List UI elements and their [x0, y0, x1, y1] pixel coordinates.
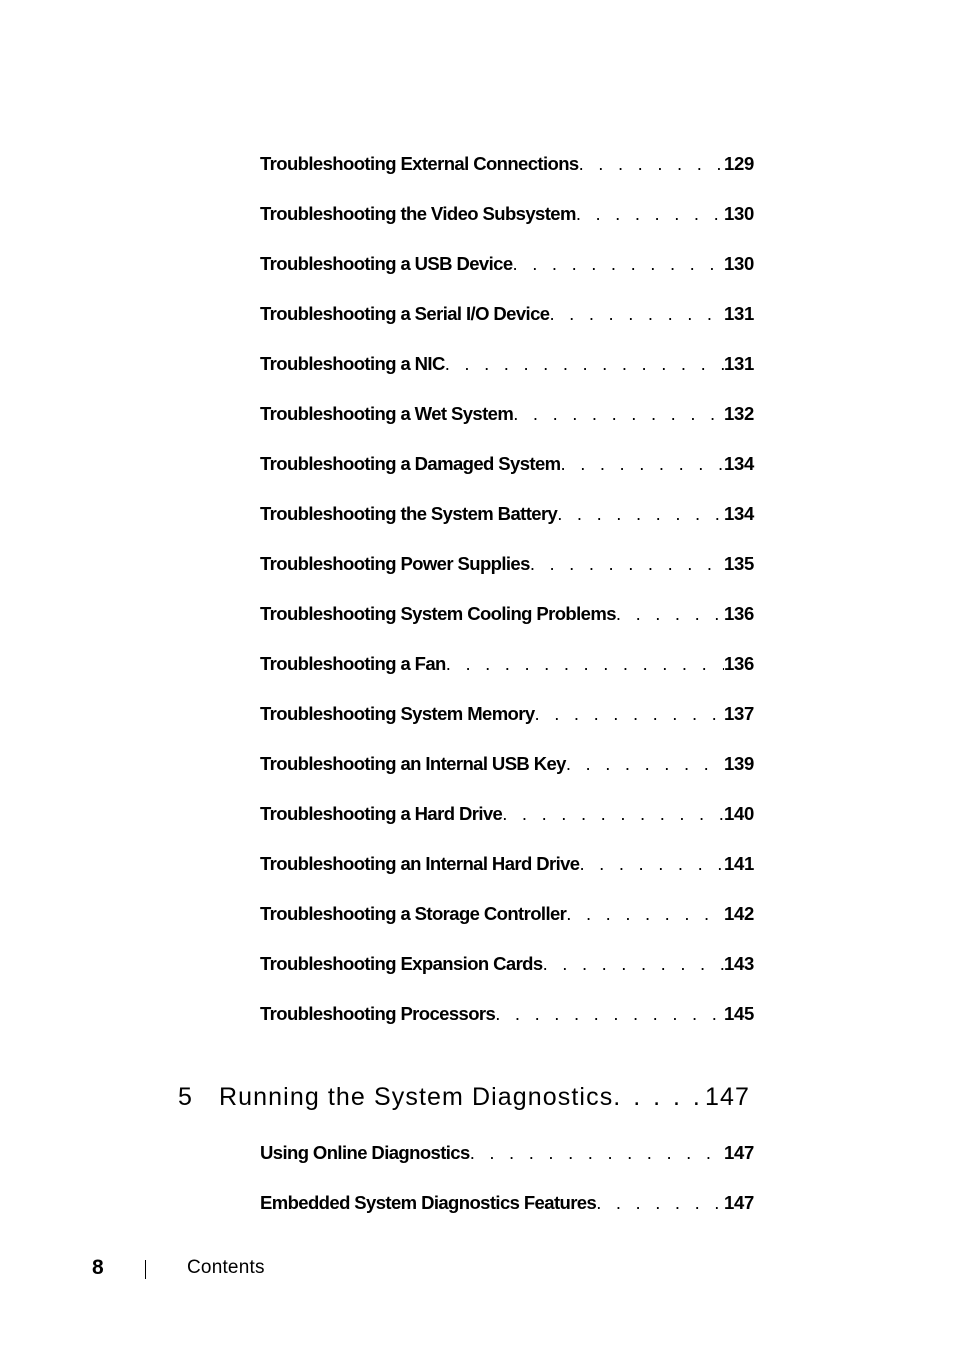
toc-entry[interactable] [260, 903, 752, 929]
toc-entry-page: 136 [724, 603, 754, 624]
toc-entry-page: 130 [724, 203, 754, 224]
chapter-number: 5 [178, 1083, 194, 1111]
toc-entry-page: 143 [724, 953, 754, 974]
toc-entry-page: 141 [724, 853, 754, 874]
toc-entry-page: 147 [724, 1192, 754, 1213]
toc-entry[interactable] [260, 553, 752, 579]
toc-entry-title: Troubleshooting a Fan [260, 653, 446, 674]
toc-entry-page: 132 [724, 403, 754, 424]
dot-leader [445, 353, 724, 375]
chapter-entry[interactable] [178, 1083, 750, 1117]
toc-entry[interactable] [260, 353, 752, 379]
toc-entry-title: Using Online Diagnostics [260, 1142, 470, 1163]
toc-entry[interactable] [260, 1003, 752, 1029]
toc-entry-title: Troubleshooting a Damaged System [260, 453, 561, 474]
toc-entry-title: Troubleshooting Expansion Cards [260, 953, 543, 974]
dot-leader [530, 553, 724, 575]
dot-leader [535, 703, 724, 725]
dot-leader [579, 153, 724, 175]
toc-entry-page: 131 [724, 303, 754, 324]
toc-entry[interactable] [260, 803, 752, 829]
dot-leader [561, 453, 724, 475]
dot-leader [580, 853, 725, 875]
toc-entry-page: 131 [724, 353, 754, 374]
toc-entry[interactable] [260, 453, 752, 479]
dot-leader [566, 753, 724, 775]
toc-entry[interactable] [260, 253, 752, 279]
dot-leader [549, 303, 724, 325]
toc-entry-page: 137 [724, 703, 754, 724]
toc-entry-title: Troubleshooting Processors [260, 1003, 496, 1024]
toc-entry-page: 139 [724, 753, 754, 774]
toc-entry[interactable] [260, 653, 752, 679]
toc-entry-title: Troubleshooting a Storage Controller [260, 903, 567, 924]
dot-leader [576, 203, 724, 225]
toc-entry-title: Troubleshooting a Serial I/O Device [260, 303, 550, 324]
toc-entry[interactable] [260, 303, 752, 329]
toc-entry[interactable] [260, 403, 752, 429]
toc-entry[interactable] [260, 203, 752, 229]
toc-entry-title: Troubleshooting a NIC [260, 353, 445, 374]
toc-entry[interactable] [260, 953, 752, 979]
dot-leader [557, 503, 724, 525]
dot-leader [502, 803, 724, 825]
chapter-title: Running the System Diagnostics [219, 1083, 614, 1111]
toc-entry-page: 134 [724, 503, 754, 524]
footer-label: Contents [187, 1257, 265, 1278]
toc-entry[interactable] [260, 1192, 752, 1218]
dot-leader [513, 403, 724, 425]
toc-entry-title: Troubleshooting External Connections [260, 153, 579, 174]
dot-leader [446, 653, 724, 675]
dot-leader [513, 253, 724, 275]
dot-leader [495, 1003, 724, 1025]
footer-divider [145, 1260, 146, 1279]
chapter-page: 147 [704, 1083, 750, 1111]
toc-entry[interactable] [260, 703, 752, 729]
toc-entry-page: 140 [724, 803, 754, 824]
toc-entry-page: 135 [724, 553, 754, 574]
toc-entry-page: 142 [724, 903, 754, 924]
toc-entry[interactable] [260, 753, 752, 779]
toc-entry-title: Troubleshooting the Video Subsystem [260, 203, 576, 224]
dot-leader [596, 1192, 724, 1214]
toc-entry-title: Troubleshooting a Hard Drive [260, 803, 503, 824]
toc-entry[interactable] [260, 603, 752, 629]
toc-entry-page: 134 [724, 453, 754, 474]
dot-leader [470, 1142, 724, 1164]
toc-entry-page: 145 [724, 1003, 754, 1024]
toc-entry[interactable] [260, 853, 752, 879]
toc-entry-title: Troubleshooting System Cooling Problems [260, 603, 616, 624]
toc-entry[interactable] [260, 503, 752, 529]
toc-entry-title: Troubleshooting System Memory [260, 703, 535, 724]
toc-entry[interactable] [260, 1142, 752, 1168]
toc-entry-title: Troubleshooting Power Supplies [260, 553, 530, 574]
toc-entry-title: Troubleshooting an Internal USB Key [260, 753, 566, 774]
page-footer [92, 1256, 392, 1282]
dot-leader [566, 903, 724, 925]
toc-entry-page: 147 [724, 1142, 754, 1163]
footer-page-number: 8 [92, 1256, 104, 1279]
toc-entry-page: 129 [724, 153, 754, 174]
dot-leader [613, 1083, 705, 1112]
toc-entry-page: 130 [724, 253, 754, 274]
toc-entry-title: Troubleshooting an Internal Hard Drive [260, 853, 580, 874]
toc-entry-title: Troubleshooting a Wet System [260, 403, 514, 424]
toc-entry[interactable] [260, 153, 752, 179]
toc-entry-page: 136 [724, 653, 754, 674]
dot-leader [616, 603, 724, 625]
toc-entry-title: Troubleshooting a USB Device [260, 253, 513, 274]
toc-entry-title: Troubleshooting the System Battery [260, 503, 558, 524]
dot-leader [543, 953, 724, 975]
toc-entry-title: Embedded System Diagnostics Features [260, 1192, 597, 1213]
